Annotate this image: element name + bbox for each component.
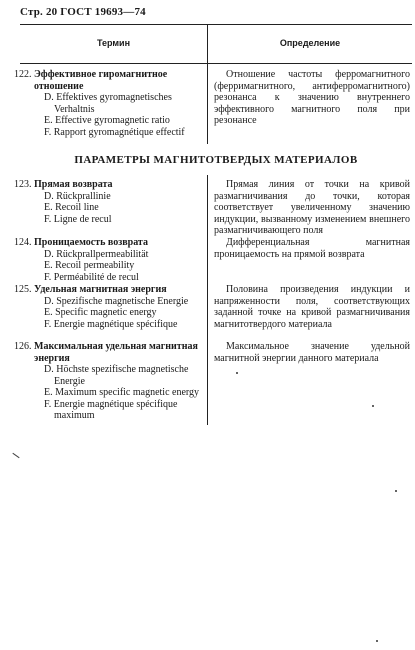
term-entry-126: [14, 341, 202, 422]
term-ru: Максимальная удельная магнитная энергия: [34, 341, 198, 364]
term-de: D. Spezifische magnetische Energie: [44, 295, 189, 307]
term-ru: Проницаемость возврата: [34, 237, 148, 248]
column-divider-bottom: [207, 175, 208, 425]
term-de: D. Effektives gyromagnetisches Verhaltnis: [44, 92, 172, 115]
term-de: D. Rückprallpermeabilität: [44, 248, 149, 260]
term-fr: F. Rapport gyromagnétique effectif: [44, 126, 185, 138]
section-title: ПАРАМЕТРЫ МАГНИТОТВЕРДЫХ МАТЕРИАЛОВ: [74, 154, 358, 166]
term-en: E. Recoil permeability: [44, 260, 135, 271]
term-number: 122.: [14, 69, 32, 80]
definition-122: Отношение частоты ферромагнитного (ферримагнитного, антиферромагнитного) резонанса к значению внутреннего эффективного магнитного поля при резонансе: [214, 69, 410, 126]
term-en: E. Effective gyromagnetic ratio: [44, 115, 170, 126]
term-entry-122: [14, 69, 202, 138]
term-number: 124.: [14, 237, 32, 248]
term-de: D. Höchste spezifische magnetische Energie: [44, 364, 189, 387]
term-entry-124: [14, 237, 202, 283]
definition-123: Прямая линия от точки на кривой размагничивания до точки, которая соответствует увеличенному значению индукции, вызванному изменением внешнего размагничивающего поля: [214, 179, 410, 236]
term-ru: Прямая возврата: [34, 179, 113, 190]
definition-124: Дифференциальная магнитная проницаемость на прямой возврата: [214, 237, 410, 260]
scan-speck: [395, 490, 397, 492]
term-number: 126.: [14, 341, 32, 352]
scan-speck: [376, 640, 378, 642]
page-header: Стр. 20 ГОСТ 19693—74: [20, 6, 146, 18]
term-de: D. Rückprallinie: [44, 190, 111, 202]
column-header-term: Термин: [96, 38, 131, 48]
term-ru: Удельная магнитная энергия: [34, 284, 167, 295]
term-en: E. Recoil line: [44, 202, 99, 213]
term-ru: Эффективное гиромагнитное отношение: [34, 69, 168, 92]
term-fr: F. Energie magnétique spécifique maximum: [44, 398, 178, 421]
column-header-definition: Определение: [279, 38, 341, 48]
table-header-rule: [20, 63, 412, 64]
scan-mark: [12, 453, 19, 458]
term-number: 125.: [14, 284, 32, 295]
term-number: 123.: [14, 179, 32, 190]
term-entry-125: [14, 284, 202, 330]
definition-126: Максимальное значение удельной магнитной энергии данного материала: [214, 341, 410, 364]
term-fr: F. Ligne de recul: [44, 213, 112, 225]
table-top-rule: [20, 24, 412, 25]
definition-125: Половина произведения индукции и напряженности поля, соответствующих заданной точке на кривой размагничивания магнитотвердого материала: [214, 284, 410, 330]
term-fr: F. Perméabilité de recul: [44, 271, 139, 283]
term-en: E. Specific magnetic energy: [44, 307, 157, 318]
term-en: E. Maximum specific magnetic energy: [44, 387, 200, 398]
scan-speck: [372, 405, 374, 407]
term-fr: F. Energie magnétique spécifique: [44, 318, 178, 330]
term-entry-123: [14, 179, 202, 225]
scan-speck: [236, 372, 238, 374]
